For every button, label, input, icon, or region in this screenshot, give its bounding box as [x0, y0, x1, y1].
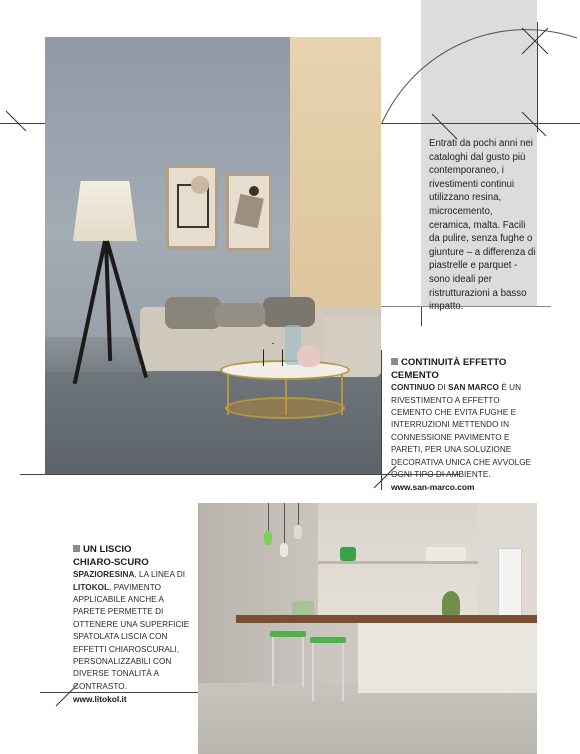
- pendant-cord: [284, 503, 285, 543]
- connector-text: DI: [437, 383, 446, 393]
- kitchen-shelf: [318, 561, 478, 564]
- caption-title-line2: CHIARO-SCURO: [73, 556, 149, 568]
- counter-plant: [442, 591, 460, 615]
- floor-lamp-shade: [73, 181, 137, 241]
- shelf-items: [426, 547, 466, 561]
- table-leg: [285, 375, 287, 415]
- intro-paragraph: Entrati da pochi anni nei cataloghi dal gusto più contemporaneo, i rivestimenti continui utilizzano resina, microcemento, ceramica, malta. Facili da pulire, senza fughe o giunture – a differenza di piastrelle e parquet - sono ideali per ristrutturazioni a basso impatto.: [429, 138, 536, 313]
- ceramic-vase: [297, 345, 321, 367]
- pendant-bulb-icon: [280, 543, 288, 557]
- caption-san-marco: [391, 357, 541, 493]
- caption-litokol: [73, 544, 198, 705]
- beige-wall-panel: [290, 37, 381, 337]
- bar-stool-leg: [342, 643, 344, 701]
- product-name: SPAZIORESINA: [73, 570, 135, 580]
- wall-art-frame: [226, 173, 272, 251]
- bar-stool-leg: [312, 643, 314, 701]
- kitchen-photo: [198, 503, 537, 754]
- cushion: [165, 297, 221, 329]
- pendant-cord: [298, 503, 299, 525]
- wall-art-frame: [166, 165, 218, 249]
- square-marker-icon: [73, 545, 80, 552]
- table-leg: [341, 375, 343, 415]
- cross-mark-decoration: [0, 105, 30, 135]
- brand-website-link[interactable]: www.litokol.it: [73, 694, 127, 705]
- cement-floor: [45, 372, 381, 474]
- counter-jars: [292, 601, 314, 615]
- pendant-bulb-icon: [264, 531, 272, 545]
- table-leg: [227, 375, 229, 415]
- brand-name: SAN MARCO: [448, 383, 499, 393]
- caption-title: UN LISCIO: [73, 544, 198, 557]
- caption-title: CONTINUITÀ EFFETTO CEMENTO: [391, 357, 507, 381]
- cushion: [215, 303, 265, 327]
- green-vase: [340, 547, 356, 561]
- brand-website-link[interactable]: www.san-marco.com: [391, 482, 475, 493]
- pendant-bulb-icon: [294, 525, 302, 539]
- body-text: , PAVIMENTO APPLICABILE ANCHE A PARETE PERMETTE DI OTTENERE UNA SUPERFICIE SPATOLATA LISCIA CON EFFETTI CHIAROSCURALI, PERSONALIZZABILI CON DIVERSE TONALITÀ A CONTRASTO.: [73, 582, 190, 691]
- brand-name: LITOKOL: [73, 582, 110, 592]
- square-marker-icon: [391, 358, 398, 365]
- bar-stool-leg: [272, 637, 274, 687]
- kitchen-island: [358, 623, 537, 693]
- body-text: È UN RIVESTIMENTO A EFFETTO CEMENTO CHE EVITA FUGHE E INTERRUZIONI METTENDO IN CONNESSIONE PAVIMENTO E PARETI, PER UNA SOLUZIONE DECORATIVA UNICA CHE AVVOLGE OGNI TIPO DI AMBIENTE.: [391, 383, 532, 480]
- connector-text: , LA LINEA DI: [134, 570, 186, 580]
- living-room-photo: [45, 37, 381, 474]
- caption-body: [391, 382, 541, 481]
- pendant-cord: [268, 503, 269, 531]
- product-name: CONTINUO: [391, 383, 436, 393]
- divider-line: [421, 306, 422, 326]
- cushion: [263, 297, 315, 327]
- caption-body: [73, 569, 198, 693]
- bar-stool-seat: [310, 637, 346, 643]
- bar-stool-seat: [270, 631, 306, 637]
- refrigerator: [498, 548, 522, 620]
- kitchen-floor: [198, 683, 537, 754]
- bar-stool-leg: [302, 637, 304, 687]
- wooden-countertop: [236, 615, 537, 623]
